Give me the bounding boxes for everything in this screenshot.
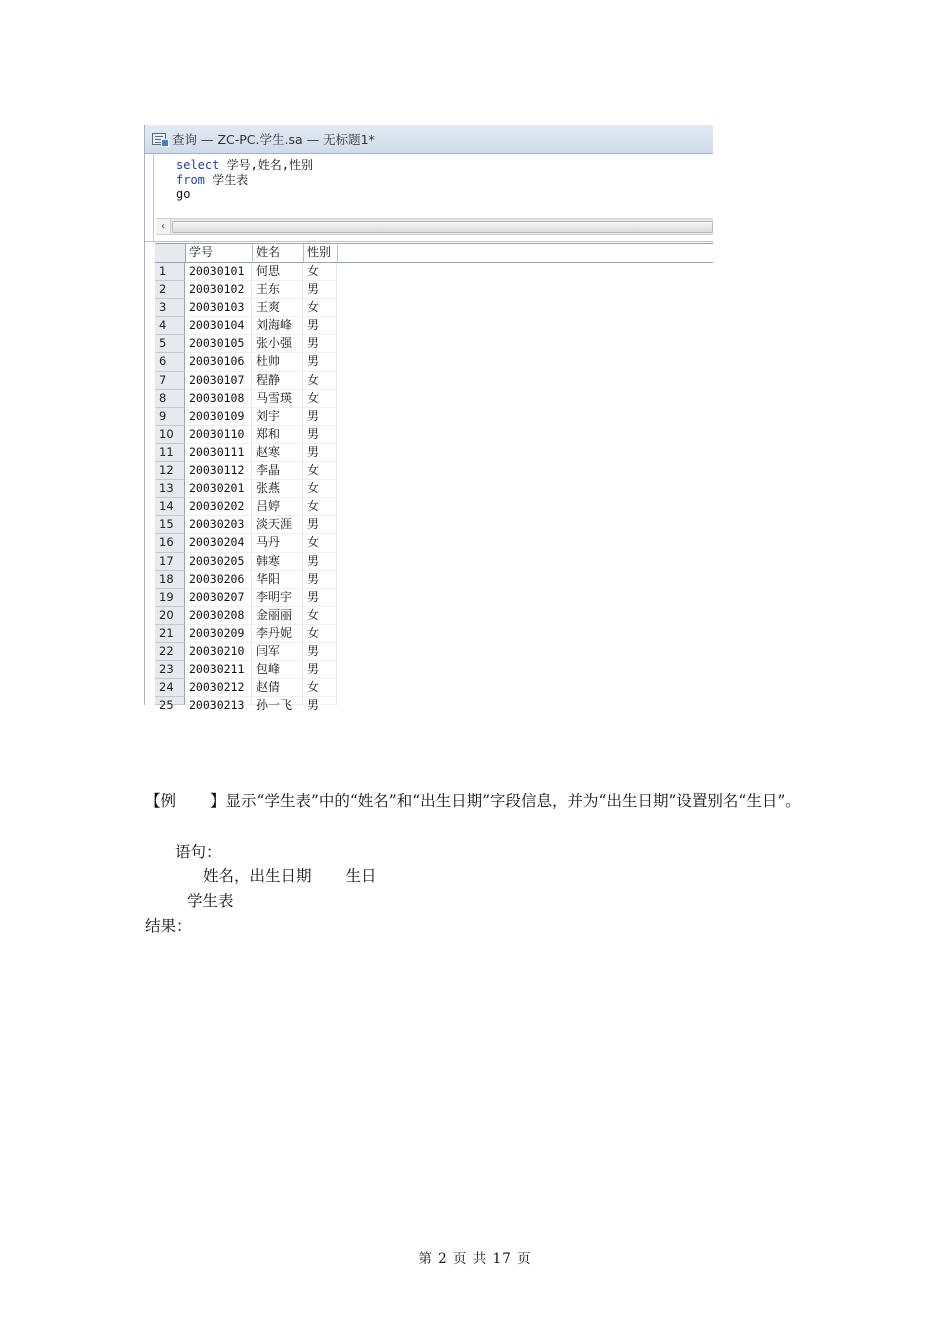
table-row[interactable]	[155, 353, 713, 371]
editor-gutter	[149, 154, 154, 241]
table-row[interactable]	[155, 408, 713, 426]
sql-keyword-select: select	[176, 158, 220, 172]
row-number: 3	[155, 299, 185, 317]
row-number: 21	[155, 625, 185, 643]
sql-keyword-from: from	[176, 172, 205, 187]
column-header-student-id[interactable]: 学号	[186, 244, 253, 262]
cell-name[interactable]: 孙一飞	[252, 697, 303, 705]
cell-gender[interactable]: 女	[303, 679, 337, 697]
row-number: 23	[155, 661, 185, 679]
cell-student-id[interactable]: 20030211	[185, 661, 252, 679]
result-label: 结果：	[145, 917, 192, 935]
cell-gender[interactable]: 男	[303, 643, 337, 661]
cell-student-id[interactable]: 20030212	[185, 679, 252, 697]
cell-name[interactable]: 何思	[252, 263, 303, 281]
row-number: 20	[155, 607, 185, 625]
row-number: 25	[155, 697, 185, 705]
table-row[interactable]	[155, 390, 713, 408]
table-row[interactable]	[155, 661, 713, 679]
cell-gender[interactable]: 男	[303, 426, 337, 444]
statement-line-2: 学生表	[187, 892, 234, 910]
cell-name[interactable]: 张小强	[252, 335, 303, 353]
grid-corner[interactable]	[155, 244, 186, 262]
cell-gender[interactable]: 男	[303, 571, 337, 589]
cell-name[interactable]: 赵倩	[252, 679, 303, 697]
sql-from-table: 学生表	[204, 172, 249, 187]
cell-student-id[interactable]: 20030110	[185, 426, 252, 444]
cell-student-id[interactable]: 20030207	[185, 589, 252, 607]
row-number: 6	[155, 353, 185, 371]
cell-student-id[interactable]: 20030205	[185, 553, 252, 571]
cell-name[interactable]: 王爽	[252, 299, 303, 317]
cell-name[interactable]: 包峰	[252, 661, 303, 679]
cell-name[interactable]: 马丹	[252, 534, 303, 552]
page-footer: 第 2 页 共 17 页	[418, 1251, 532, 1267]
cell-gender[interactable]: 男	[303, 444, 337, 462]
row-number: 11	[155, 444, 185, 462]
row-number: 13	[155, 480, 185, 498]
cell-name[interactable]: 程静	[252, 372, 303, 390]
result-grid	[155, 243, 713, 713]
cell-name[interactable]: 李丹妮	[252, 625, 303, 643]
table-row[interactable]	[155, 516, 713, 534]
cell-gender[interactable]: 男	[303, 335, 337, 353]
example-text: 】显示“学生表”中的“姓名”和“出生日期”字段信息，并为“出生日期”设置别名“生日”。	[210, 792, 801, 810]
cell-student-id[interactable]: 20030204	[185, 534, 252, 552]
cell-student-id[interactable]: 20030105	[185, 335, 252, 353]
cell-student-id[interactable]: 20030112	[185, 462, 252, 480]
statement-line-1	[203, 864, 377, 886]
cell-gender[interactable]: 男	[303, 553, 337, 571]
cell-name[interactable]: 李晶	[252, 462, 303, 480]
query-window-titlebar	[145, 125, 713, 154]
cell-name[interactable]: 淡天涯	[252, 516, 303, 534]
cell-gender[interactable]: 女	[303, 299, 337, 317]
cell-name[interactable]: 华阳	[252, 571, 303, 589]
table-row[interactable]	[155, 426, 713, 444]
cell-gender[interactable]: 男	[303, 589, 337, 607]
cell-student-id[interactable]: 20030109	[185, 408, 252, 426]
cell-student-id[interactable]: 20030106	[185, 353, 252, 371]
row-number: 9	[155, 408, 185, 426]
sql-editor[interactable]	[145, 154, 713, 242]
cell-gender[interactable]: 女	[303, 625, 337, 643]
cell-gender[interactable]: 女	[303, 462, 337, 480]
cell-gender[interactable]: 男	[303, 353, 337, 371]
cell-name[interactable]: 韩寒	[252, 553, 303, 571]
row-number: 14	[155, 498, 185, 516]
sql-select-columns: 学号,姓名,性别	[219, 158, 314, 172]
row-number: 12	[155, 462, 185, 480]
result-grid-rows	[155, 263, 713, 713]
cell-name[interactable]: 吕婷	[252, 498, 303, 516]
cell-gender[interactable]: 男	[303, 408, 337, 426]
cell-gender[interactable]: 男	[303, 281, 337, 299]
cell-gender[interactable]: 女	[303, 480, 337, 498]
table-row[interactable]	[155, 480, 713, 498]
row-number: 10	[155, 426, 185, 444]
row-number: 19	[155, 589, 185, 607]
cell-gender[interactable]: 男	[303, 661, 337, 679]
table-row[interactable]	[155, 679, 713, 697]
table-row[interactable]	[155, 372, 713, 390]
cell-student-id[interactable]: 20030108	[185, 390, 252, 408]
cell-gender[interactable]: 男	[303, 516, 337, 534]
row-number: 1	[155, 263, 185, 281]
table-row[interactable]	[155, 299, 713, 317]
cell-gender[interactable]: 女	[303, 372, 337, 390]
example-paragraph	[145, 789, 815, 814]
table-row[interactable]	[155, 625, 713, 643]
table-row[interactable]	[155, 534, 713, 552]
cell-gender[interactable]: 女	[303, 263, 337, 281]
cell-student-id[interactable]: 20030206	[185, 571, 252, 589]
row-number: 16	[155, 534, 185, 552]
table-row[interactable]	[155, 317, 713, 335]
result-grid-header	[155, 243, 713, 263]
query-window-screenshot	[144, 125, 713, 713]
cell-student-id[interactable]: 20030202	[185, 498, 252, 516]
cell-name[interactable]: 杜帅	[252, 353, 303, 371]
row-number: 2	[155, 281, 185, 299]
query-icon	[152, 133, 166, 145]
cell-gender[interactable]: 女	[303, 607, 337, 625]
table-row[interactable]	[155, 281, 713, 299]
table-row[interactable]	[155, 553, 713, 571]
cell-gender[interactable]: 女	[303, 534, 337, 552]
row-number: 18	[155, 571, 185, 589]
cell-student-id[interactable]: 20030201	[185, 480, 252, 498]
column-header-gender[interactable]: 性别	[304, 244, 338, 262]
sql-go: go	[176, 187, 191, 201]
table-row[interactable]	[155, 571, 713, 589]
statement-alias: 生日	[345, 867, 377, 885]
cell-name[interactable]: 刘海峰	[252, 317, 303, 335]
cell-student-id[interactable]: 20030209	[185, 625, 252, 643]
cell-gender[interactable]: 男	[303, 317, 337, 335]
cell-student-id[interactable]: 20030101	[185, 263, 252, 281]
cell-student-id[interactable]: 20030102	[185, 281, 252, 299]
cell-student-id[interactable]: 20030104	[185, 317, 252, 335]
row-number: 22	[155, 643, 185, 661]
cell-name[interactable]: 郑和	[252, 426, 303, 444]
row-number: 8	[155, 390, 185, 408]
query-window-title: 查询 — ZC-PC.学生.sa — 无标题1*	[172, 132, 375, 147]
scroll-left-arrow-icon[interactable]: ‹	[156, 219, 171, 234]
cell-student-id[interactable]: 20030208	[185, 607, 252, 625]
table-row[interactable]	[155, 444, 713, 462]
table-row[interactable]	[155, 498, 713, 516]
cell-student-id[interactable]: 20030111	[185, 444, 252, 462]
table-row[interactable]	[155, 643, 713, 661]
table-row[interactable]	[155, 607, 713, 625]
cell-gender[interactable]: 女	[303, 390, 337, 408]
cell-student-id[interactable]: 20030213	[185, 697, 252, 705]
cell-student-id[interactable]: 20030210	[185, 643, 252, 661]
row-number: 17	[155, 553, 185, 571]
row-number: 7	[155, 372, 185, 390]
cell-name[interactable]: 张燕	[252, 480, 303, 498]
cell-student-id[interactable]: 20030107	[185, 372, 252, 390]
cell-name[interactable]: 闫军	[252, 643, 303, 661]
cell-student-id[interactable]: 20030103	[185, 299, 252, 317]
example-prefix: 【例	[145, 792, 177, 810]
statement-columns: 姓名，出生日期	[203, 867, 312, 885]
column-header-name[interactable]: 姓名	[253, 244, 304, 262]
scrollbar-thumb[interactable]	[172, 221, 713, 233]
cell-name[interactable]: 刘宇	[252, 408, 303, 426]
cell-name[interactable]: 金丽丽	[252, 607, 303, 625]
cell-name[interactable]: 王东	[252, 281, 303, 299]
statement-label: 语句：	[175, 843, 222, 861]
row-number: 4	[155, 317, 185, 335]
table-row[interactable]	[155, 263, 713, 281]
row-number: 5	[155, 335, 185, 353]
cell-student-id[interactable]: 20030203	[185, 516, 252, 534]
table-row[interactable]	[155, 697, 713, 713]
table-row[interactable]	[155, 589, 713, 607]
cell-name[interactable]: 李明宇	[252, 589, 303, 607]
table-row[interactable]	[155, 462, 713, 480]
row-number: 15	[155, 516, 185, 534]
editor-horizontal-scrollbar[interactable]	[156, 218, 713, 235]
cell-name[interactable]: 马雪瑛	[252, 390, 303, 408]
row-number: 24	[155, 679, 185, 697]
sql-code	[176, 158, 313, 202]
cell-gender[interactable]: 男	[303, 697, 337, 705]
cell-gender[interactable]: 女	[303, 498, 337, 516]
table-row[interactable]	[155, 335, 713, 353]
cell-name[interactable]: 赵寒	[252, 444, 303, 462]
